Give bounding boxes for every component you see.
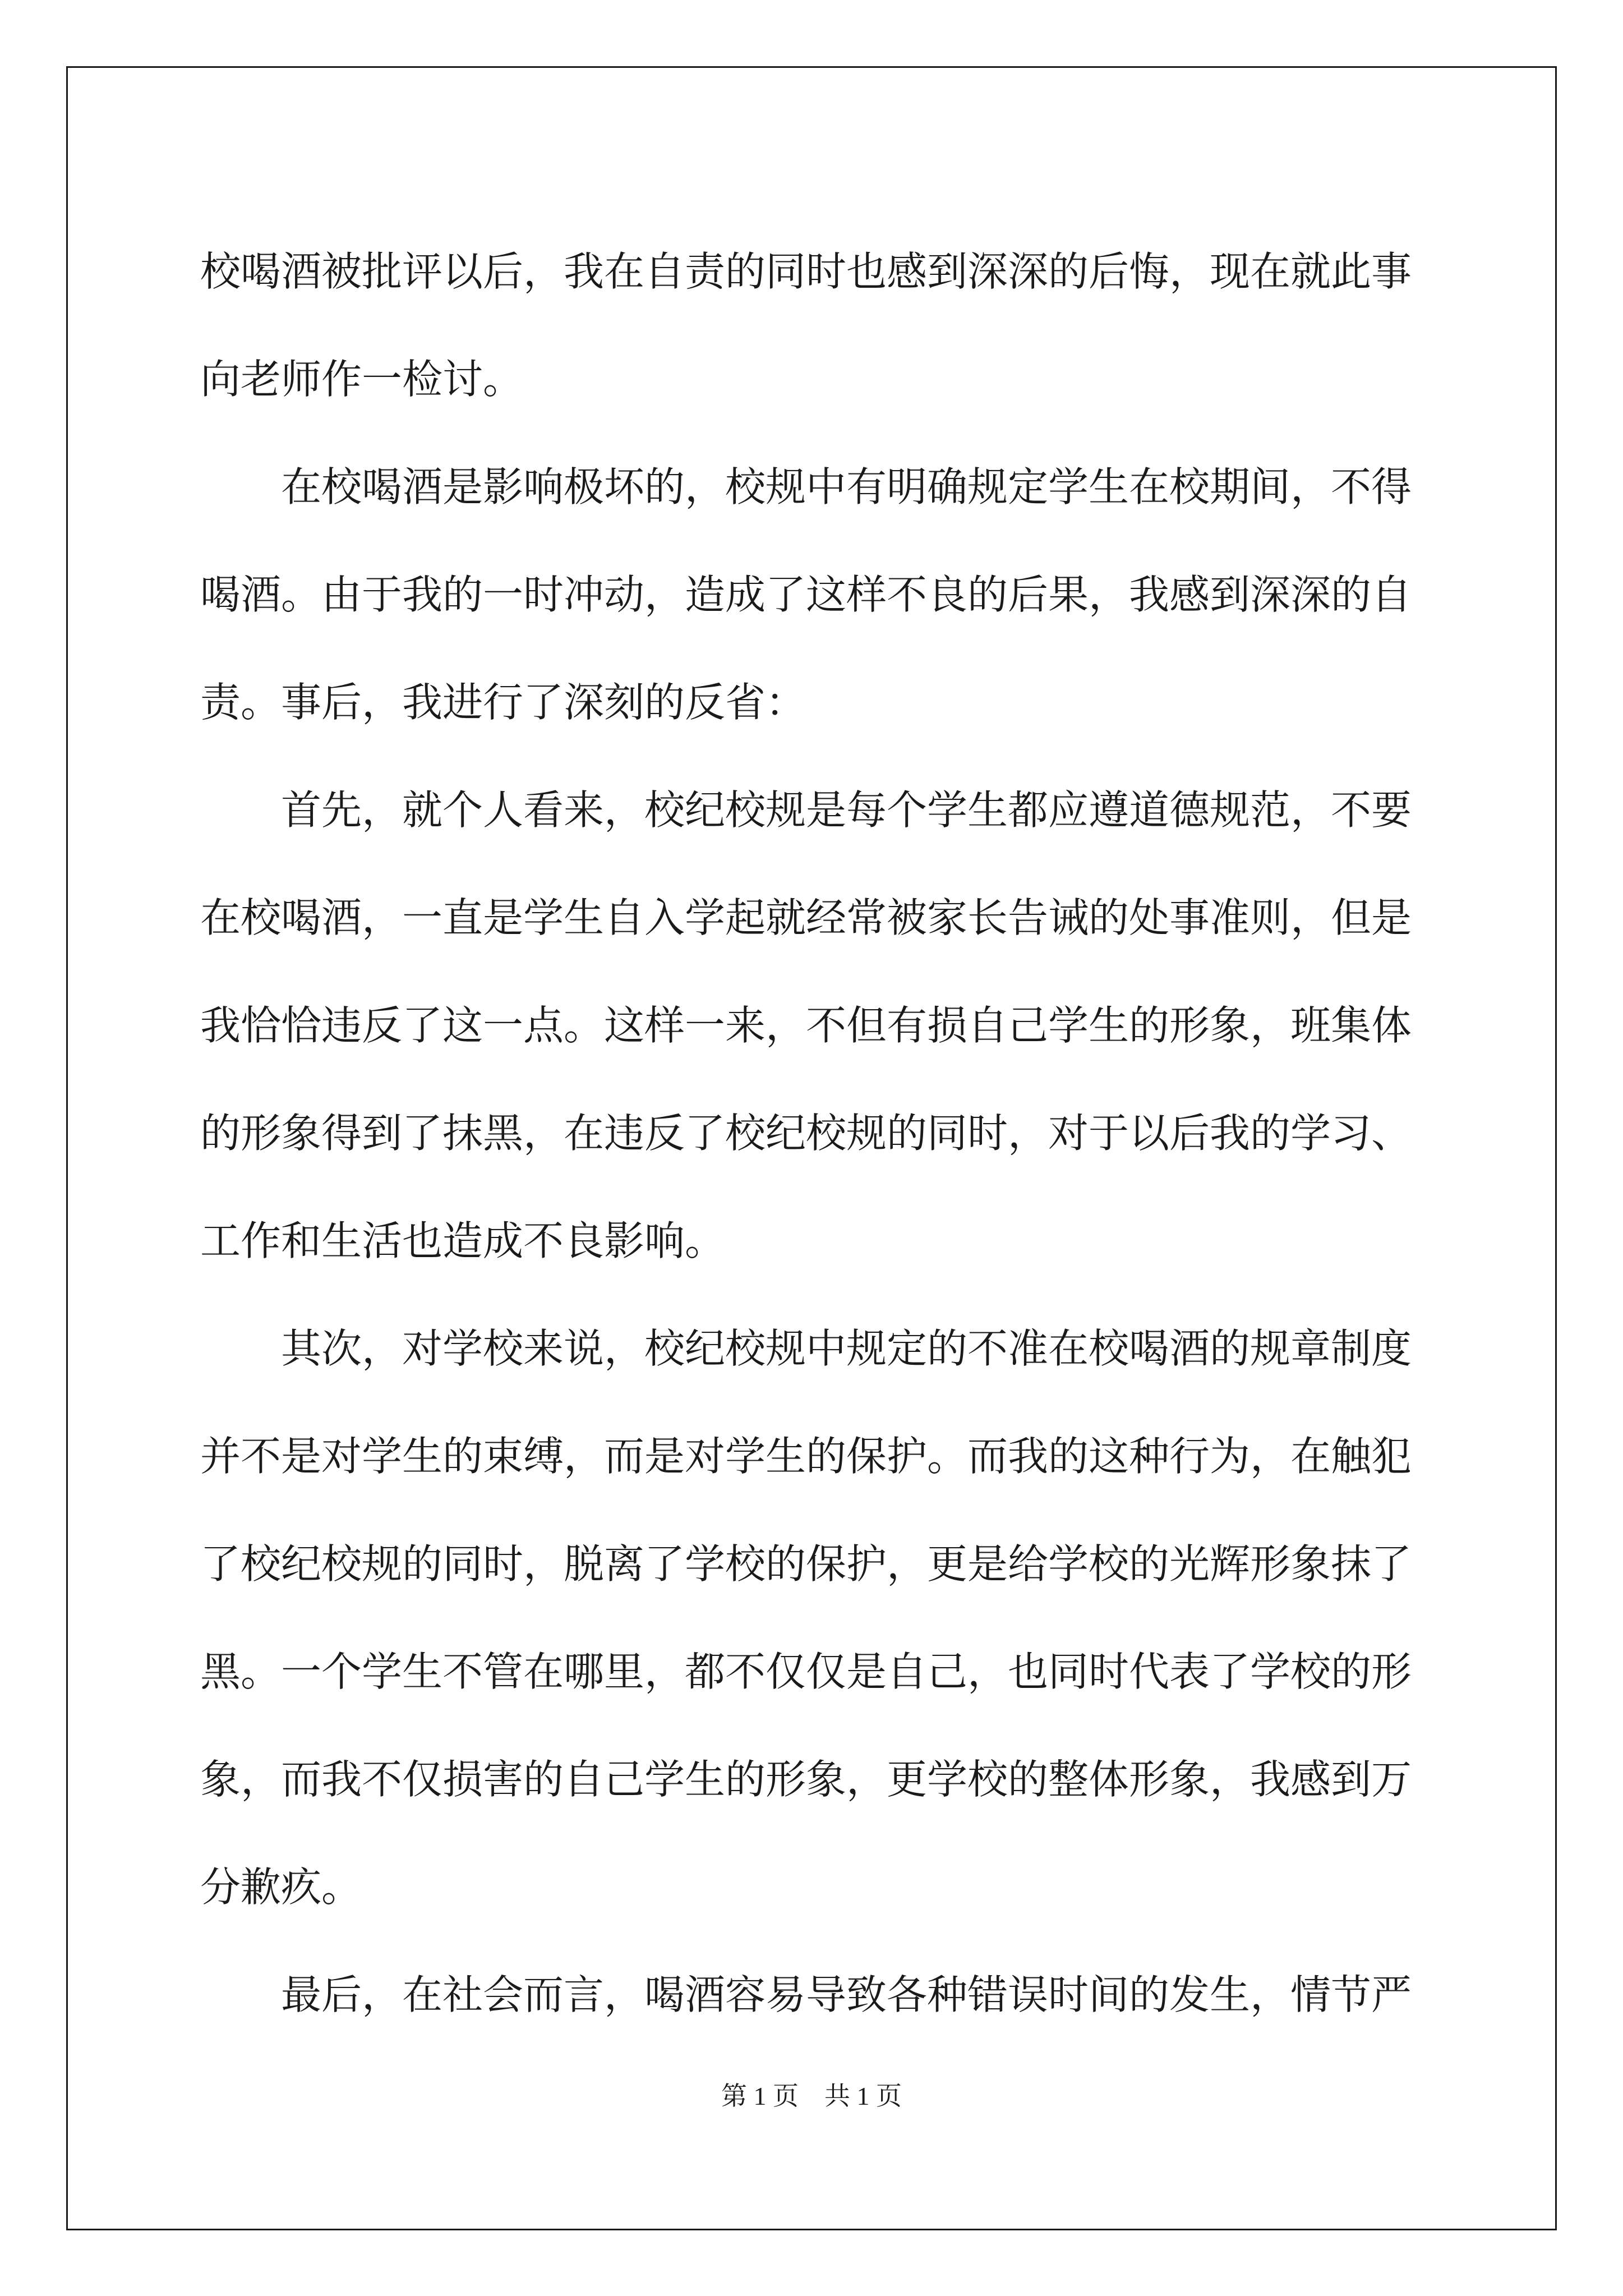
paragraph — [200, 1941, 1423, 2049]
text-line: 在校喝酒，一直是学生自入学起就经常被家长告诫的处事准则，但是 — [200, 894, 1412, 941]
text-line: 喝酒。由于我的一时冲动，造成了这样不良的后果，我感到深深的自 — [200, 571, 1412, 618]
text-line: 其次，对学校来说，校纪校规中规定的不准在校喝酒的规章制度 — [200, 1325, 1412, 1372]
text-line: 的形象得到了抹黑，在违反了校纪校规的同时，对于以后我的学习、 — [200, 1110, 1412, 1157]
text-line: 并不是对学生的束缚，而是对学生的保护。而我的这种行为，在触犯 — [200, 1433, 1412, 1480]
text-line: 在校喝酒是影响极坏的，校规中有明确规定学生在校期间，不得 — [200, 463, 1412, 510]
paragraph — [200, 433, 1423, 756]
text-line: 工作和生活也造成不良影响。 — [200, 1217, 726, 1264]
paragraph — [200, 218, 1423, 433]
text-line: 最后，在社会而言，喝酒容易导致各种错误时间的发生，情节严 — [200, 1971, 1412, 2018]
paragraph — [200, 756, 1423, 1295]
paragraph — [200, 1295, 1423, 1941]
text-line: 分歉疚。 — [200, 1864, 362, 1911]
page-number-footer: 第 1 页 共 1 页 — [721, 2082, 902, 2110]
text-line: 我恰恰违反了这一点。这样一来，不但有损自己学生的形象，班集体 — [200, 1002, 1412, 1049]
text-line: 黑。一个学生不管在哪里，都不仅仅是自己，也同时代表了学校的形 — [200, 1648, 1412, 1695]
text-line: 首先，就个人看来，校纪校规是每个学生都应遵道德规范，不要 — [200, 786, 1412, 834]
text-line: 向老师作一检讨。 — [200, 356, 524, 403]
text-line: 校喝酒被批评以后，我在自责的同时也感到深深的后悔，现在就此事 — [200, 248, 1412, 295]
text-line: 了校纪校规的同时，脱离了学校的保护，更是给学校的光辉形象抹了 — [200, 1540, 1412, 1588]
document-body — [200, 218, 1423, 2049]
text-line: 责。事后，我进行了深刻的反省： — [200, 679, 806, 726]
text-line: 象，而我不仅损害的自己学生的形象，更学校的整体形象，我感到万 — [200, 1756, 1412, 1803]
